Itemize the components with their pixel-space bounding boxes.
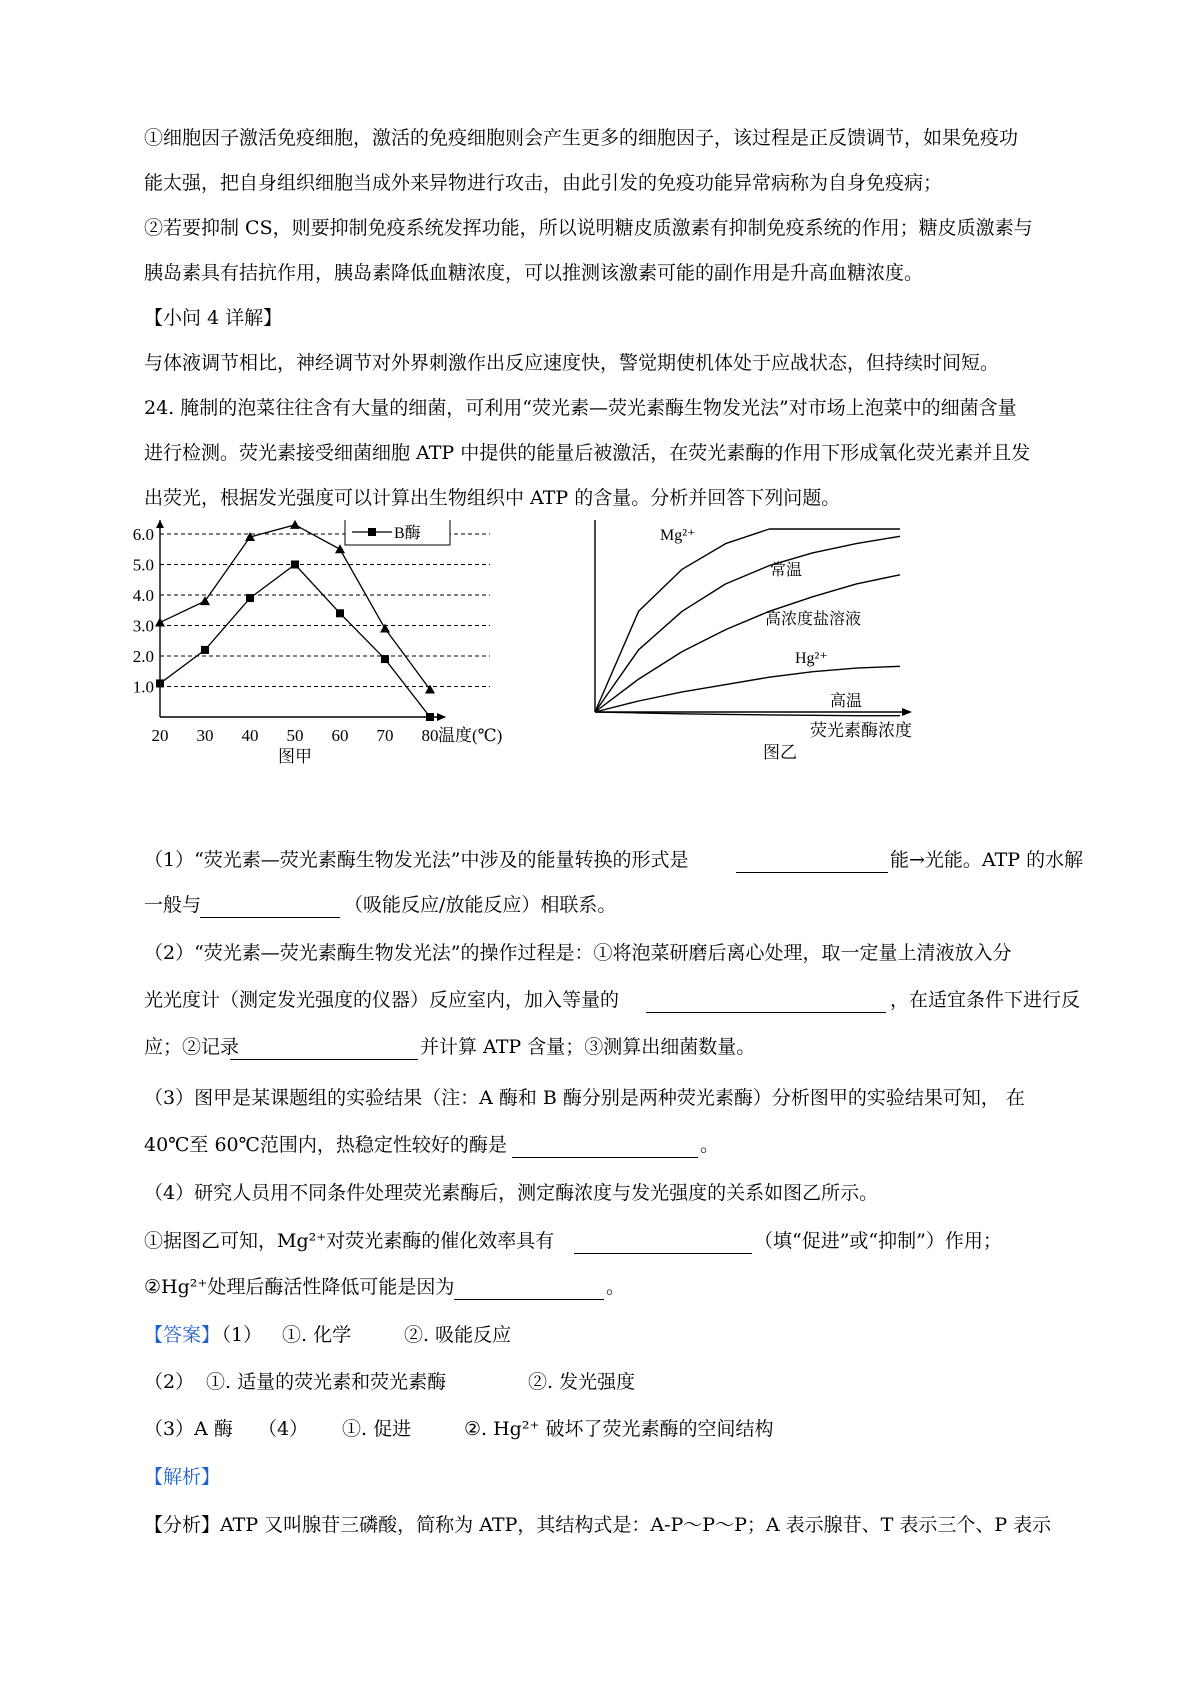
answer-blank[interactable] — [574, 1227, 752, 1254]
question-stem-line: 24. 腌制的泡菜往往含有大量的细菌，可利用“荧光素—荧光素酶生物发光法”对市场上泡菜中的细菌含量 — [144, 397, 1017, 419]
data-point — [200, 596, 210, 605]
paragraph-line: 能太强，把自身组织细胞当成外来异物进行攻击，由此引发的免疫功能异常病称为自身免疫病； — [144, 172, 943, 194]
data-point — [155, 617, 165, 626]
answer-blank[interactable] — [230, 1033, 418, 1060]
answer-label: 【答案】 — [144, 1324, 221, 1346]
chart-yi — [580, 520, 950, 830]
data-point — [156, 679, 164, 687]
answer-blank[interactable] — [736, 846, 888, 873]
y-tick-label: 6.0 — [132, 525, 154, 544]
data-point — [291, 561, 299, 569]
data-point — [335, 544, 345, 553]
y-tick-label: 1.0 — [132, 677, 154, 697]
data-point — [380, 624, 390, 633]
data-point — [246, 594, 254, 602]
data-point — [201, 646, 209, 654]
sub-question-1a: （1）“荧光素—荧光素酶生物发光法”中涉及的能量转换的形式是 能→光能。ATP 的水解 — [0, 840, 1200, 880]
analysis-heading: 【解析】 — [144, 1466, 221, 1488]
answer-blank[interactable] — [454, 1273, 604, 1300]
sub-question-2c: 应；②记录 并计算 ATP 含量；③测算出细菌数量。 — [0, 1027, 1200, 1067]
sub-question-4a: （4）研究人员用不同条件处理荧光素酶后，测定酶浓度与发光强度的关系如图乙所示。 — [144, 1182, 879, 1204]
answer-line-1: 【答案】 （1） ①. 化学 ②. 吸能反应 — [0, 1315, 1200, 1355]
x-tick-label: 30 — [196, 726, 214, 745]
series-label: 高温 — [830, 693, 863, 710]
y-tick-label: 3.0 — [132, 616, 154, 636]
analysis-line: 【分析】ATP 又叫腺苷三磷酸，简称为 ATP，其结构式是：A-P～P～P；A 表示腺苷、T 表示三个、P 表示 — [144, 1514, 1052, 1536]
x-tick-label: 70 — [376, 726, 394, 745]
section-heading: 【小问 4 详解】 — [144, 307, 283, 329]
data-point — [426, 713, 434, 721]
sub-question-2b: 光光度计（测定发光强度的仪器）反应室内，加入等量的 ，在适宜条件下进行反 — [0, 980, 1200, 1020]
x-axis-title: 荧光素酶浓度 — [810, 721, 912, 740]
paragraph-line: 胰岛素具有拮抗作用，胰岛素降低血糖浓度，可以推测该激素可能的副作用是升高血糖浓度。 — [144, 262, 924, 284]
answer-blank[interactable] — [200, 891, 340, 918]
legend-label: B酶 — [394, 525, 421, 542]
legend-marker — [368, 528, 376, 536]
x-axis-arrow — [902, 708, 912, 716]
sub-question-3a: （3）图甲是某课题组的实验结果（注：A 酶和 B 酶分别是两种荧光素酶）分析图甲的实验结果可知， 在 — [144, 1087, 1025, 1109]
question-stem-line: 进行检测。荧光素接受细菌细胞 ATP 中提供的能量后被激活，在荧光素酶的作用下形成氧化荧光素并且发 — [144, 442, 1031, 464]
chart-caption: 图乙 — [763, 743, 797, 762]
y-tick-label: 5.0 — [132, 555, 154, 575]
chart-jia — [130, 520, 570, 830]
y-tick-label: 4.0 — [132, 586, 154, 605]
sub-question-4c: ②Hg²⁺处理后酶活性降低可能是因为 。 — [0, 1267, 1200, 1307]
paragraph-line: ②若要抑制 CS，则要抑制免疫系统发挥功能，所以说明糖皮质激素有抑制免疫系统的作用；糖皮质激素与 — [144, 217, 1033, 239]
x-tick-label: 60 — [331, 726, 349, 745]
series-label: 高浓度盐溶液 — [765, 611, 862, 628]
answer-line-2: （2） ①. 适量的荧光素和荧光素酶 ②. 发光强度 — [144, 1371, 636, 1393]
y-axis-arrow — [156, 520, 164, 528]
sub-question-3b: 40℃至 60℃范围内，热稳定性较好的酶是 。 — [0, 1125, 1200, 1165]
x-axis-arrow — [437, 713, 446, 721]
series-line — [595, 575, 900, 712]
series-label: 常温 — [770, 562, 803, 579]
answer-blank[interactable] — [646, 986, 886, 1013]
sub-question-1b: 一般与 （吸能反应/放能反应）相联系。 — [0, 885, 1200, 925]
chart-caption: 图甲 — [278, 747, 312, 766]
x-axis-title: 温度(℃) — [438, 726, 503, 745]
x-tick-label: 80 — [421, 726, 439, 745]
y-tick-label: 2.0 — [132, 647, 154, 666]
paragraph-line: ①细胞因子激活免疫细胞，激活的免疫细胞则会产生更多的细胞因子，该过程是正反馈调节，如果免疫功 — [144, 127, 1019, 149]
series-label: Mg²⁺ — [660, 527, 696, 544]
answer-line-3: （3）A 酶 （4） ①. 促进 ②. Hg²⁺ 破坏了荧光素酶的空间结构 — [144, 1418, 774, 1440]
x-tick-label: 40 — [241, 726, 259, 745]
sub-question-2a: （2）“荧光素—荧光素酶生物发光法”的操作过程是：①将泡菜研磨后离心处理，取一定量上清液放入分 — [144, 942, 1012, 964]
paragraph-line: 与体液调节相比，神经调节对外界刺激作出反应速度快，警觉期使机体处于应战状态，但持续时间短。 — [144, 352, 1000, 374]
data-point — [336, 609, 344, 617]
question-stem-line: 出荧光，根据发光强度可以计算出生物组织中 ATP 的含量。分析并回答下列问题。 — [144, 487, 841, 509]
x-tick-label: 20 — [151, 726, 169, 745]
sub-question-4b: ①据图乙可知，Mg²⁺对荧光素酶的催化效率具有 （填“促进”或“抑制”）作用； — [0, 1221, 1200, 1261]
data-point — [290, 520, 300, 529]
series-line — [160, 565, 430, 718]
answer-blank[interactable] — [512, 1131, 698, 1158]
data-point — [381, 655, 389, 663]
series-label: Hg²⁺ — [795, 650, 828, 667]
x-tick-label: 50 — [286, 726, 304, 745]
